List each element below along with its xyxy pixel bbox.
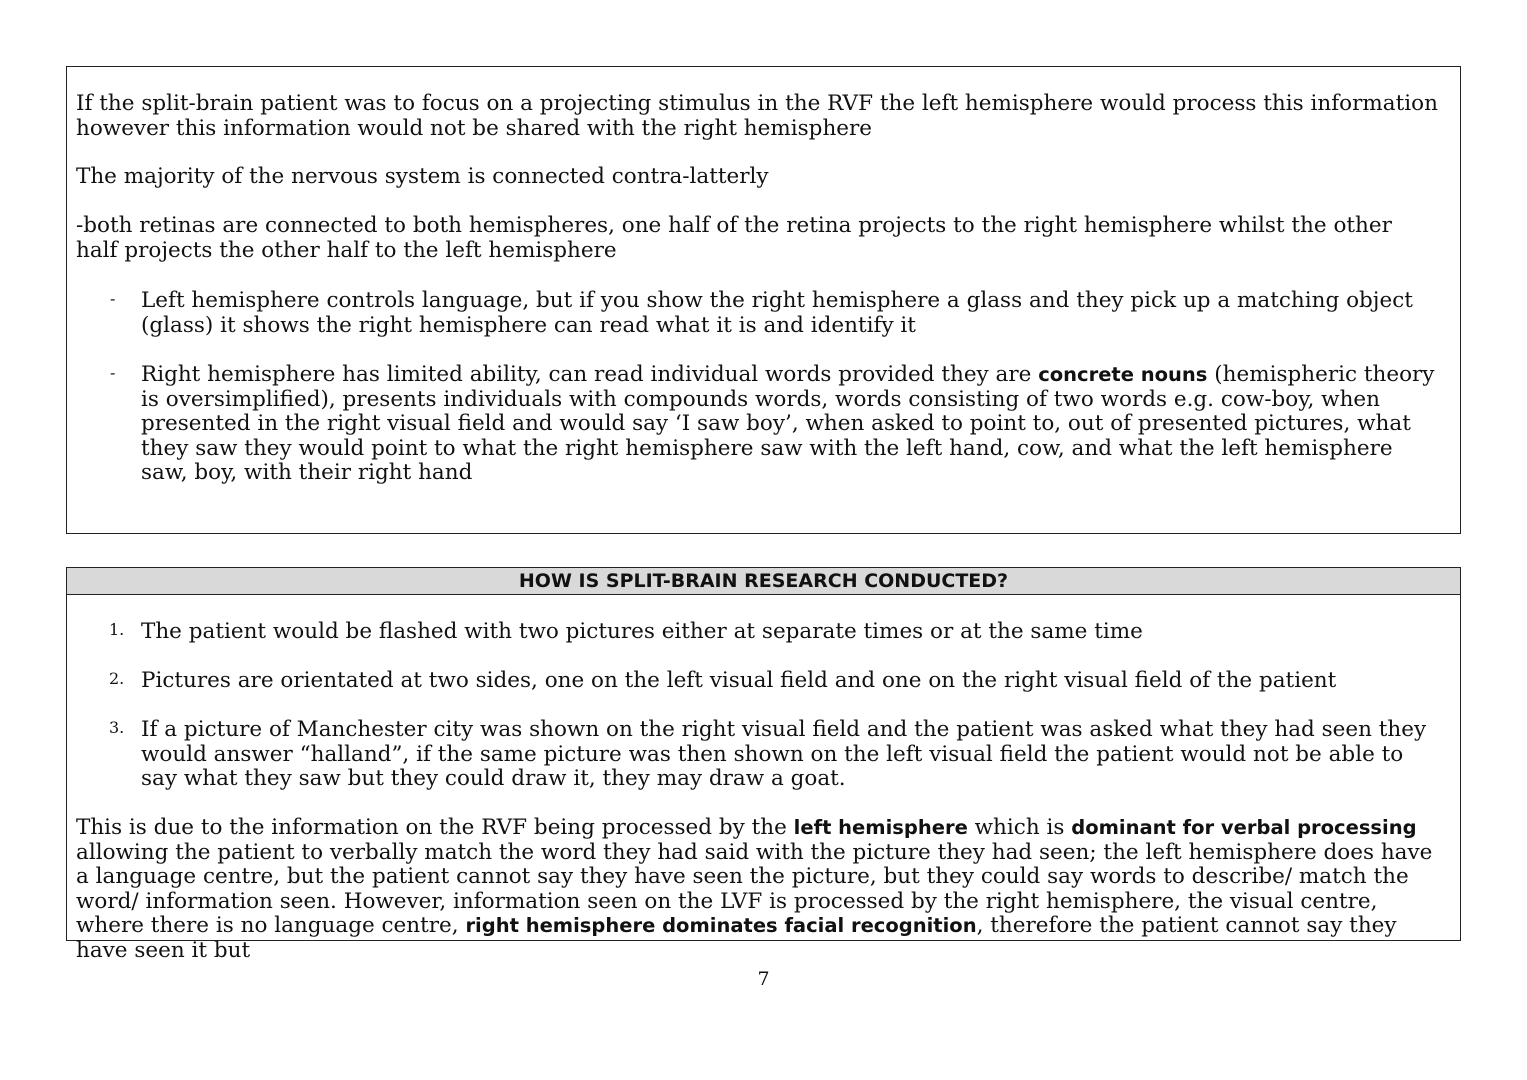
paragraph-rvf-processing: If the split-brain patient was to focus on a projecting stimulus in the RVF the left hemisphere would process this information however this information would not be shared with the right hemisphere [76, 91, 1438, 141]
bold-concrete-nouns: concrete nouns [1038, 363, 1208, 386]
list-text: Pictures are orientated at two sides, one on the left visual field and one on the right visual field of the patient [141, 668, 1337, 693]
text-run: , therefore the patient cannot say they have seen it but [76, 913, 1397, 963]
paragraph-explanation [76, 816, 1440, 963]
bullet-text: Left hemisphere controls language, but if you show the right hemisphere a glass and they pick up a matching object (glass) it shows the right hemisphere can read what it is and identify it [141, 288, 1413, 338]
text-run: allowing the patient to verbally match the word they had said with the picture they had seen; the left hemisphere does have a language centre, but the patient cannot say they have seen the picture, but they could say words to describe/ match the word/ information seen. However, information seen on the LVF is processed by the right hemisphere, the visual centre, where there is no language centre, [76, 839, 1433, 938]
list-number: 2. [109, 669, 125, 688]
page-number: 7 [757, 968, 770, 990]
bullet-dash: - [110, 289, 116, 308]
bullet-text [141, 363, 1440, 486]
bold-facial-recognition: right hemisphere dominates facial recognition [465, 914, 977, 937]
bullet-dash: - [110, 363, 116, 382]
bullet-text-pre: Right hemisphere has limited ability, can read individual words provided they are [141, 362, 1039, 387]
section-heading: HOW IS SPLIT-BRAIN RESEARCH CONDUCTED? [67, 568, 1460, 595]
bold-left-hemisphere: left hemisphere [793, 816, 968, 839]
notes-box-2 [66, 567, 1461, 963]
text-run: This is due to the information on the RVF being processed by the [76, 815, 794, 840]
bullet-text-post: (hemispheric theory is oversimplified), presents individuals with compounds words, words consisting of two words e.g. cow-boy, when presented in the right visual field and would say ‘I saw boy’, when asked to point to, out of presented pictures, what they saw they would point to what the right hemisphere saw with the left hand, cow, and what the left hemisphere saw, boy, with their right hand [141, 362, 1435, 485]
bold-dominant-verbal: dominant for verbal processing [1071, 816, 1417, 839]
list-text: The patient would be flashed with two pictures either at separate times or at the same time [141, 619, 1143, 644]
list-text: If a picture of Manchester city was shown on the right visual field and the patient was asked what they had seen they would answer “halland”, if the same picture was then shown on the left visual field the patient would not be able to say what they saw but they could draw it, they may draw a goat. [141, 717, 1427, 791]
paragraph-retinas: -both retinas are connected to both hemispheres, one half of the retina projects to the right hemisphere whilst the other half projects the other half to the left hemisphere [76, 213, 1392, 263]
paragraph-contralateral: The majority of the nervous system is connected contra-latterly [76, 164, 769, 189]
list-number: 3. [109, 718, 125, 737]
list-number: 1. [109, 620, 125, 639]
text-run: which is [967, 815, 1072, 840]
notes-box-1 [66, 66, 1461, 534]
